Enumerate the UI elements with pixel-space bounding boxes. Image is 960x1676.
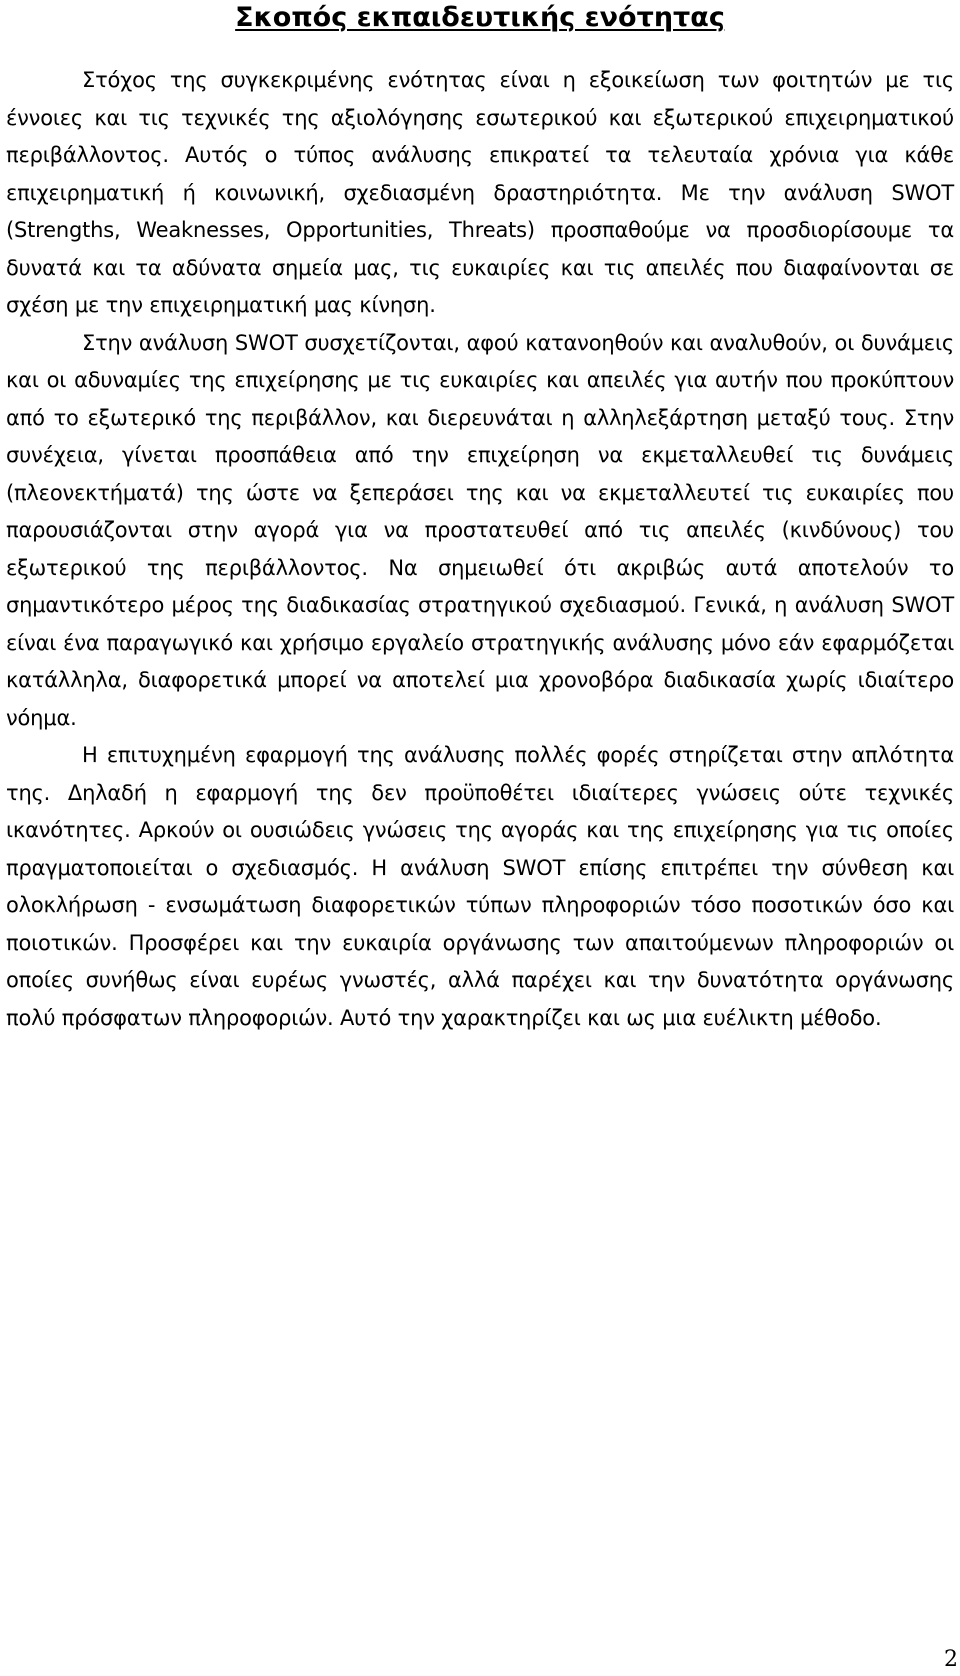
body-text <box>6 62 954 1037</box>
paragraph-objective: Στόχος της συγκεκριμένης ενότητας είναι η εξοικείωση των φοιτητών με τις έννοιες και τις τεχνικές της αξιολόγησης εσωτερικού και εξωτερικού επιχειρηματικού περιβάλλοντος. Αυτός ο τύπος ανάλυσης επικρατεί τα τελευταία χρόνια για κάθε επιχειρηματική ή κοινωνική, σχεδιασμένη δραστηριότητα. Με την ανάλυση SWOT (Strengths, Weaknesses, Opportunities, Threats) προσπαθούμε να προσδιορίσουμε τα δυνατά και τα αδύνατα σημεία μας, τις ευκαιρίες και τις απειλές που διαφαίνονται σε σχέση με την επιχειρηματική μας κίνηση. <box>6 68 954 317</box>
section-heading <box>0 0 960 36</box>
paragraph-swot-analysis: Στην ανάλυση SWOT συσχετίζονται, αφού κατανοηθούν και αναλυθούν, οι δυνάμεις και οι αδυναμίες της επιχείρησης με τις ευκαιρίες και απειλές για αυτήν που προκύπτουν από το εξωτερικό της περιβάλλον, και διερευνάται η αλληλεξάρτηση μεταξύ τους. Στην συνέχεια, γίνεται προσπάθεια από την επιχείρηση να εκμεταλλευθεί τις δυνάμεις (πλεονεκτήματά) της ώστε να ξεπεράσει της και να εκμεταλλευτεί τις ευκαιρίες που παρουσιάζονται στην αγορά για να προστατευθεί από τις απειλές (κινδύνους) του εξωτερικού της περιβάλλοντος. Να σημειωθεί ότι ακριβώς αυτά αποτελούν το σημαντικότερο μέρος της διαδικασίας στρατηγικού σχεδιασμού. Γενικά, η ανάλυση SWOT είναι ένα παραγωγικό και χρήσιμο εργαλείο στρατηγικής ανάλυσης μόνο εάν εφαρμόζεται κατάλληλα, διαφορετικά μπορεί να αποτελεί μια χρονοβόρα διαδικασία χωρίς ιδιαίτερο νόημα. <box>6 330 954 730</box>
section-heading-text: Σκοπός εκπαιδευτικής ενότητας <box>235 2 725 33</box>
page-number: 2 <box>944 1647 958 1672</box>
paragraph-successful-application: Η επιτυχημένη εφαρμογή της ανάλυσης πολλές φορές στηρίζεται στην απλότητα της. Δηλαδή η εφαρμογή της δεν προϋποθέτει ιδιαίτερες γνώσεις ούτε τεχνικές ικανότητες. Αρκούν οι ουσιώδεις γνώσεις της αγοράς και της επιχείρησης για τις οποίες πραγματοποιείται ο σχεδιασμός. Η ανάλυση SWOT επίσης επιτρέπει την σύνθεση και ολοκλήρωση - ενσωμάτωση διαφορετικών τύπων πληροφοριών τόσο ποσοτικών όσο και ποιοτικών. Προσφέρει και την ευκαιρία οργάνωσης των απαιτούμενων πληροφοριών οι οποίες συνήθως είναι ευρέως γνωστές, αλλά παρέχει και την δυνατότητα οργάνωσης πολύ πρόσφατων πληροφοριών. Αυτό την χαρακτηρίζει και ως μια ευέλικτη μέθοδο. <box>6 743 954 1030</box>
